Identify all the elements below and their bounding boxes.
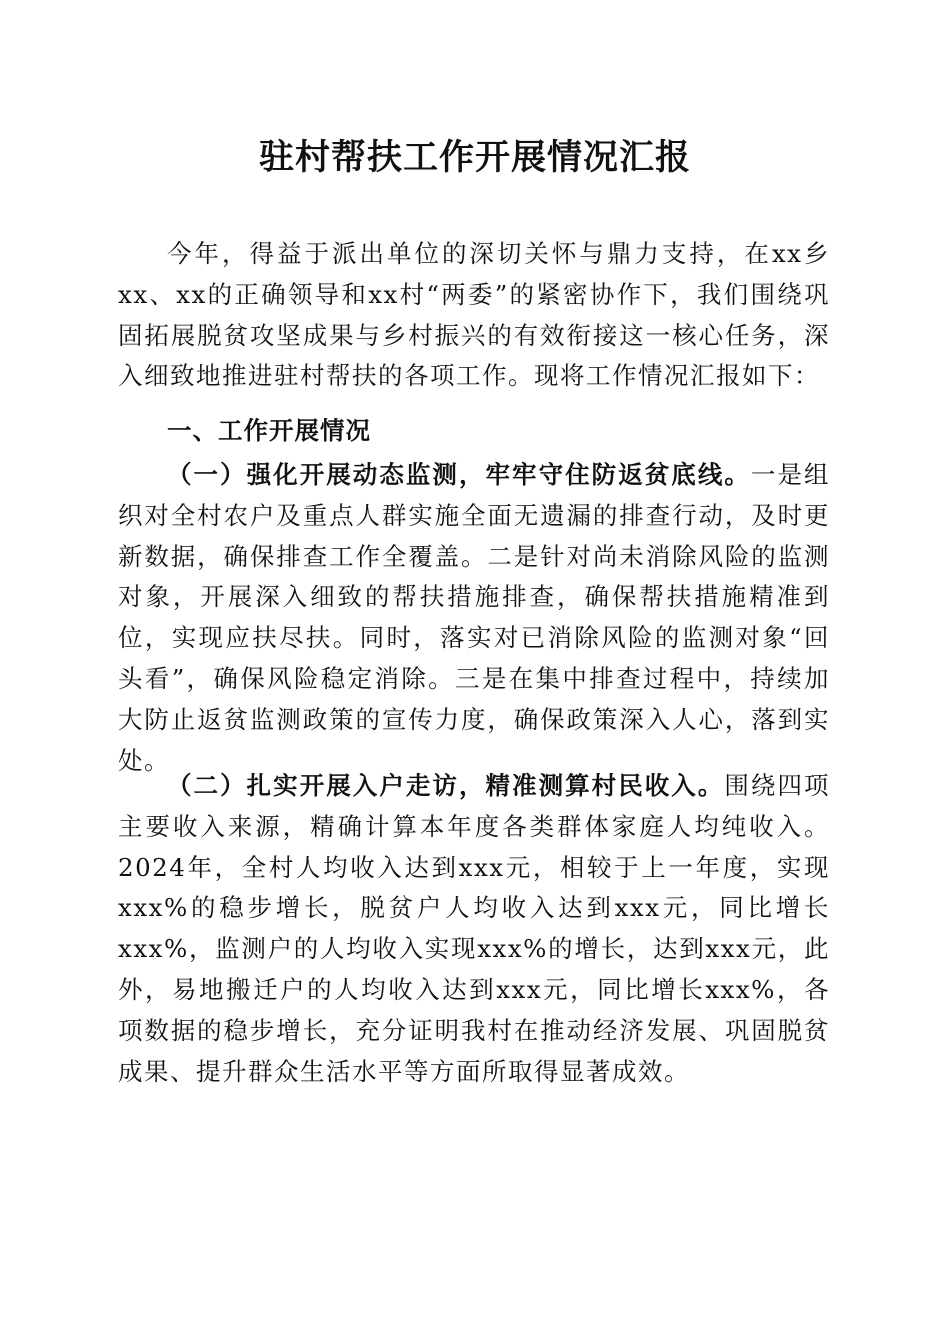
item-2-lead: （二）扎实开展入户走访，精准测算村民收入。 — [167, 771, 725, 800]
document-title: 驻村帮扶工作开展情况汇报 — [258, 137, 691, 178]
item-2-body — [118, 766, 830, 1092]
intro-text: 今年，得益于派出单位的深切关怀与鼎力支持，在xx乡xx、xx的正确领导和xx村“两委”的紧密协作下，我们围绕巩固拓展脱贫攻坚成果与乡村振兴的有效衔接这一核心任务，深入细致地推进驻村帮扶的各项工作。现将工作情况汇报如下： — [118, 239, 830, 391]
item-2-text: 围绕四项主要收入来源，精确计算本年度各类群体家庭人均纯收入。2024年，全村人均收入达到xxx元，相较于上一年度，实现xxx%的稳步增长，脱贫户人均收入达到xxx元，同比增长xxx%，监测户的人均收入实现xxx%的增长，达到xxx元，此外，易地搬迁户的人均收入达到xxx元，同比增长xxx%，各项数据的稳步增长，充分证明我村在推动经济发展、巩固脱贫成果、提升群众生活水平等方面所取得显著成效。 — [118, 771, 830, 1086]
item-1-body — [118, 455, 830, 781]
item-2-paragraph — [118, 766, 830, 1092]
intro-paragraph — [118, 234, 830, 397]
section-heading: 一、工作开展情况 — [167, 416, 371, 445]
item-1-paragraph — [118, 455, 830, 781]
item-1-lead: （一）强化开展动态监测，牢牢守住防返贫底线。 — [167, 460, 751, 489]
item-1-text: 一是组织对全村农户及重点人群实施全面无遗漏的排查行动，及时更新数据，确保排查工作全覆盖。二是针对尚未消除风险的监测对象，开展深入细致的帮扶措施排查，确保帮扶措施精准到位，实现应扶尽扶。同时，落实对已消除风险的监测对象“回头看”，确保风险稳定消除。三是在集中排查过程中，持续加大防止返贫监测政策的宣传力度，确保政策深入人心，落到实处。 — [118, 460, 831, 775]
section-heading-block — [118, 411, 830, 452]
